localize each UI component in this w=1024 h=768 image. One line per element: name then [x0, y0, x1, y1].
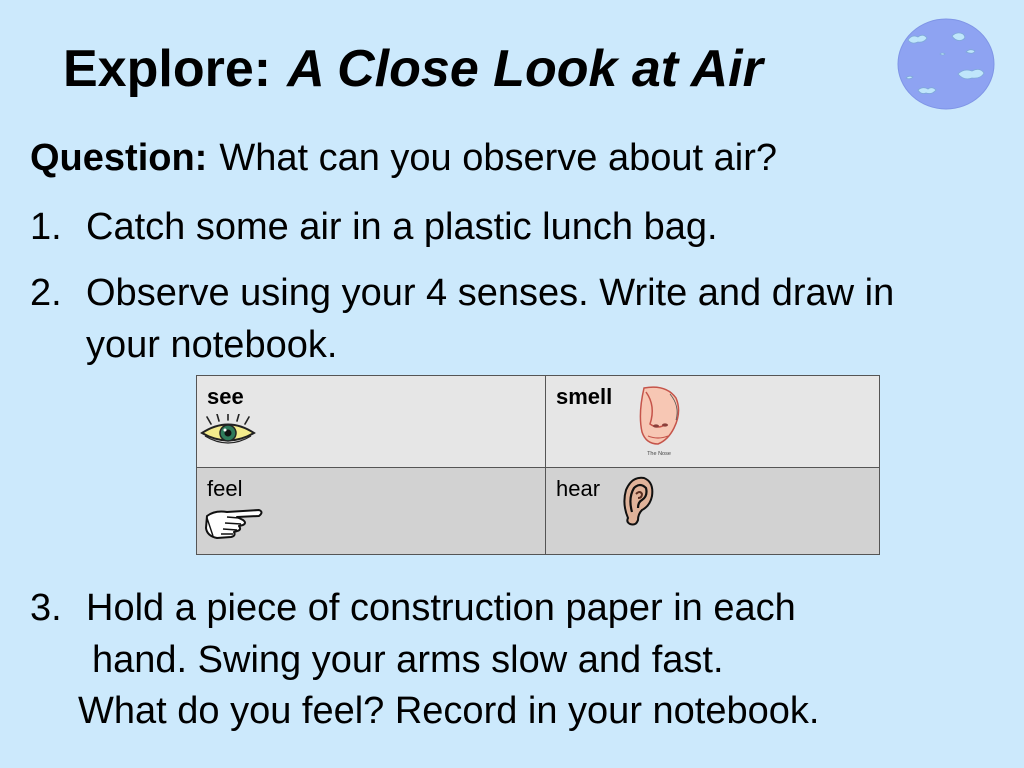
- step-3: [30, 583, 990, 738]
- step-text-line-3: What do you feel? Record in your notebook.: [78, 690, 820, 733]
- slide-title: [63, 38, 763, 100]
- hear-label: hear: [556, 476, 601, 501]
- globe-icon: [896, 18, 996, 110]
- feel-label: feel: [207, 476, 243, 501]
- title-main: Explore:: [63, 40, 272, 98]
- step-number: 3.: [30, 587, 62, 629]
- step-text: Catch some air in a plastic lunch bag.: [86, 206, 718, 248]
- step-number: 2.: [30, 272, 62, 314]
- question-text: What can you observe about air?: [219, 137, 777, 179]
- step-number: 1.: [30, 206, 62, 248]
- question-label: Question:: [30, 137, 208, 179]
- title-subtitle: A Close Look at Air: [287, 40, 763, 98]
- step-1: [30, 202, 890, 254]
- step-text: Observe using your 4 senses. Write and draw in your notebook.: [86, 272, 895, 366]
- see-label: see: [207, 384, 244, 409]
- table-row: [197, 376, 880, 468]
- cell-smell: [546, 376, 880, 468]
- nose-caption: The Nose: [647, 451, 671, 457]
- table-row: [197, 468, 880, 555]
- step-2: [30, 268, 930, 371]
- question: [30, 136, 777, 182]
- step-text-line-2: hand. Swing your arms slow and fast.: [92, 638, 724, 681]
- cell-see: [197, 376, 546, 468]
- nose-icon: [634, 384, 684, 458]
- senses-table: [196, 375, 880, 555]
- step-text-line-1: Hold a piece of construction paper in each: [86, 587, 796, 629]
- pointing-hand-icon: [203, 504, 265, 542]
- ear-icon: [620, 474, 654, 528]
- cell-feel: [197, 468, 546, 555]
- cell-hear: [546, 468, 880, 555]
- smell-label: smell: [556, 384, 613, 409]
- eye-icon: [199, 414, 257, 450]
